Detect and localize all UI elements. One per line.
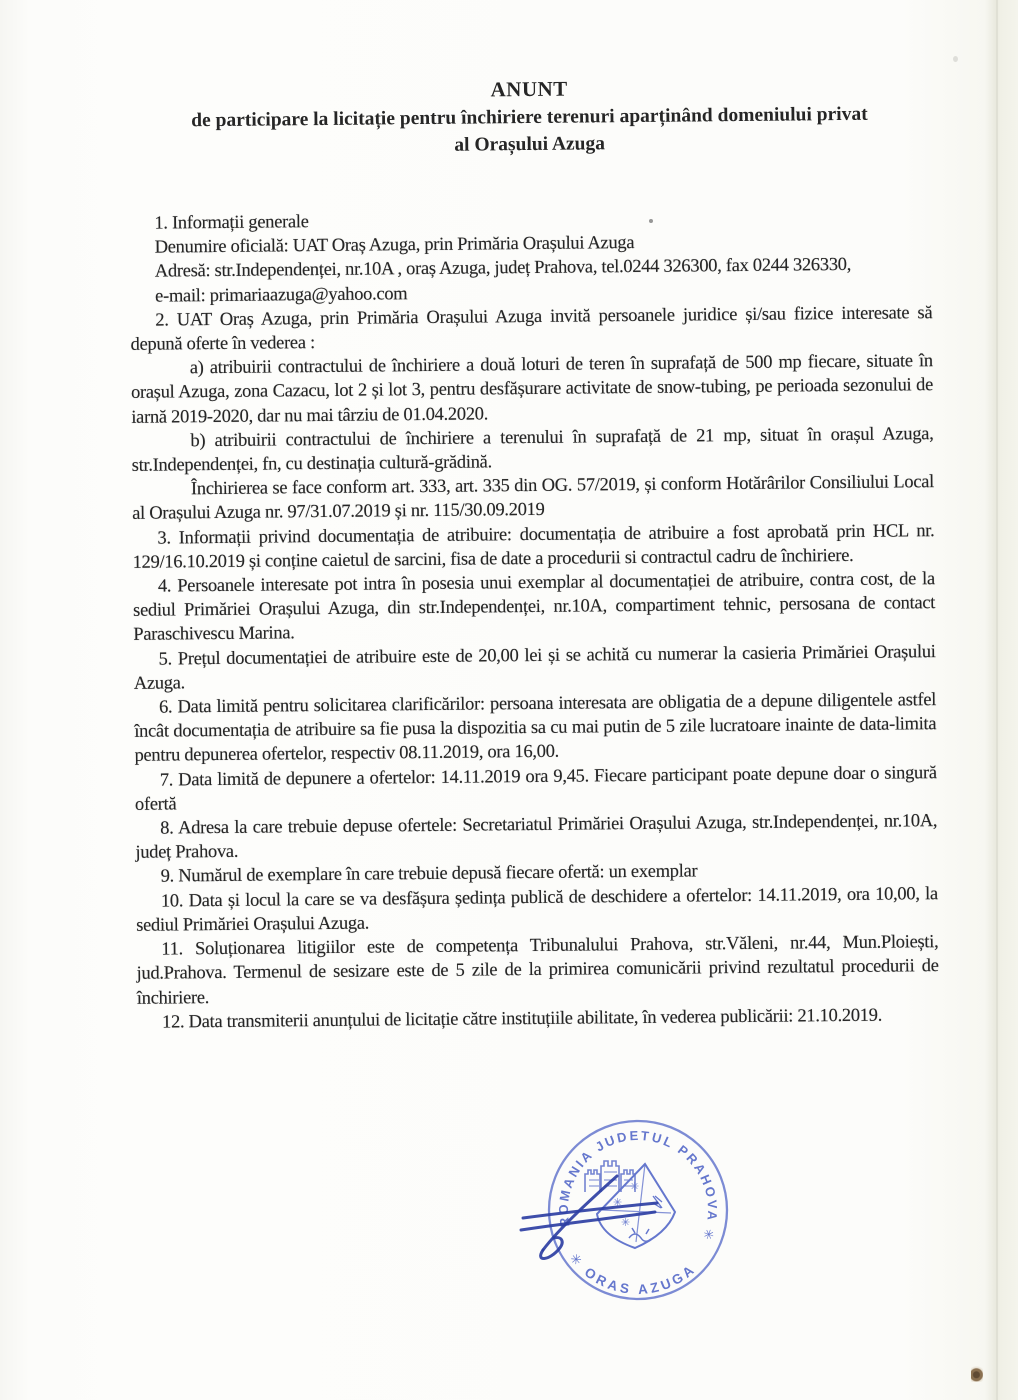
doc-paragraph-9: 3. Informații privind documentația de atribuire: documentația de atribuire a fost aprobată prin HCL nr. 129/16.10.2019 și conține caietul de sarcini, fisa de date a procedurii si contractul cadru de închiriere. xyxy=(132,520,935,573)
doc-paragraph-8: Închirierea se face conform art. 333, art. 335 din OG. 57/2019, și conform Hotărârilor Consiliului Local al Orașului Azuga nr. 97/31.07.2019 și nr. 115/30.09.2019 xyxy=(132,472,935,525)
faint-scan-mark xyxy=(953,56,958,62)
doc-paragraph-10: 4. Persoanele interesate pot intra în posesia unui exemplar al documentației de atribuire, contra cost, de la sediul Primăriei Orașului Azuga, din str.Independenței, nr.10A, compartiment tehnic, persosana de contact Paraschivescu Marina. xyxy=(133,569,936,646)
doc-paragraph-13: 7. Data limită de depunere a ofertelor: 14.11.2019 ora 9,45. Fiecare participant poate depune doar o singură ofertă xyxy=(134,762,937,815)
doc-paragraph-12: 6. Data limită pentru solicitarea clarificărilor: persoana interesata are obligatia de a depune diligentele astfel încât documentația de atribuire sa fie pusa la dispozitia sa cu mai putin de 5 zile lucratoare inainte de data-limita pentru depunerea ofertelor, respectiv 08.11.2019, ora 16,00. xyxy=(134,690,937,767)
ink-dot xyxy=(649,219,653,223)
doc-paragraph-11: 5. Prețul documentației de atribuire este de 20,00 lei și se achită cu numerar la casieria Primăriei Orașului Azuga. xyxy=(133,641,936,694)
stamp-arc-top-text: ROMANIA JUDETUL PRAHOVA ✳ xyxy=(555,1127,721,1245)
stamp-arc-bottom-text: ✳ ORAS AZUGA xyxy=(566,1250,700,1298)
doc-paragraph-15: 9. Numărul de exemplare în care trebuie depusă fiecare ofertă: un exemplar xyxy=(160,861,698,888)
snowflake-icon: ✳ xyxy=(630,1180,640,1193)
doc-paragraph-4: e-mail: primariaazuga@yahoo.com xyxy=(155,283,408,307)
doc-paragraph-3: Adresă: str.Independenței, nr.10A , oraș Azuga, județ Prahova, tel.0244 326300, fax 0244 326330, xyxy=(154,255,852,283)
snowflake-icon: ✳ xyxy=(613,1196,623,1209)
doc-paragraph-16: 10. Data și locul la care se va desfășura ședința publică de deschidere a ofertelor: 14.11.2019, ora 10,00, la sediul Primăriei Orașului Azuga. xyxy=(136,883,938,936)
doc-paragraph-14: 8. Adresa la care trebuie depuse ofertele: Secretariatul Primăriei Orașului Azuga, str.Independenței, nr.10A, județ Prahova. xyxy=(135,811,938,864)
doc-paragraph-2: Denumire oficială: UAT Oraș Azuga, prin Primăria Orașului Azuga xyxy=(154,233,635,258)
document-body xyxy=(129,204,939,1035)
official-stamp xyxy=(505,1100,785,1325)
snowflake-icon: ✳ xyxy=(621,1216,631,1229)
doc-paragraph-17: 11. Soluționarea litigiilor este de competența Tribunalului Prahova, str.Văleni, nr.44, Mun.Ploiești, jud.Prahova. Termenul de sesizare este de 5 zile de la primirea comunicării privind rezultatul procedurii de închiriere. xyxy=(136,932,939,1009)
doc-paragraph-7: b) atribuirii contractului de închiriere a terenului în suprafață de 21 mp, situat în orașul Azuga, str.Independenței, fn, cu destinația cultură-grădină. xyxy=(131,423,934,476)
doc-paragraph-6: a) atribuirii contractului de închiriere a două loturi de teren în suprafață de 500 mp fiecare, situate în orașul Azuga, zona Cazacu, lot 2 și lot 3, pentru desfășurare activitate de snow-tubing, pe perioada sezonului de iarnă 2019-2020, dar nu mai târziu de 01.04.2020. xyxy=(130,351,934,428)
chamois-icon xyxy=(629,1228,651,1241)
doc-subtitle-line2: al Orașului Azuga xyxy=(454,133,606,156)
document-content xyxy=(128,70,939,1035)
doc-subtitle-line1: de participare la licitație pentru închiriere terenuri aparținând domeniului privat xyxy=(191,103,868,132)
scan-edge xyxy=(996,0,998,1400)
doc-title: ANUNT xyxy=(490,76,568,102)
document-header xyxy=(128,70,931,162)
castle-icon xyxy=(585,1161,635,1192)
doc-paragraph-1: 1. Informații generale xyxy=(154,212,309,234)
doc-paragraph-5: 2. UAT Oraș Azuga, prin Primăria Orașului Azuga invită persoanele juridice și/sau fizice interesate să depună oferte în vederea : xyxy=(130,302,933,355)
doc-paragraph-18: 12. Data transmiterii anunțului de licitație către instituțiile abilitate, în vederea publicării: 21.10.2019. xyxy=(161,1005,883,1033)
scan-speck xyxy=(971,1366,983,1382)
